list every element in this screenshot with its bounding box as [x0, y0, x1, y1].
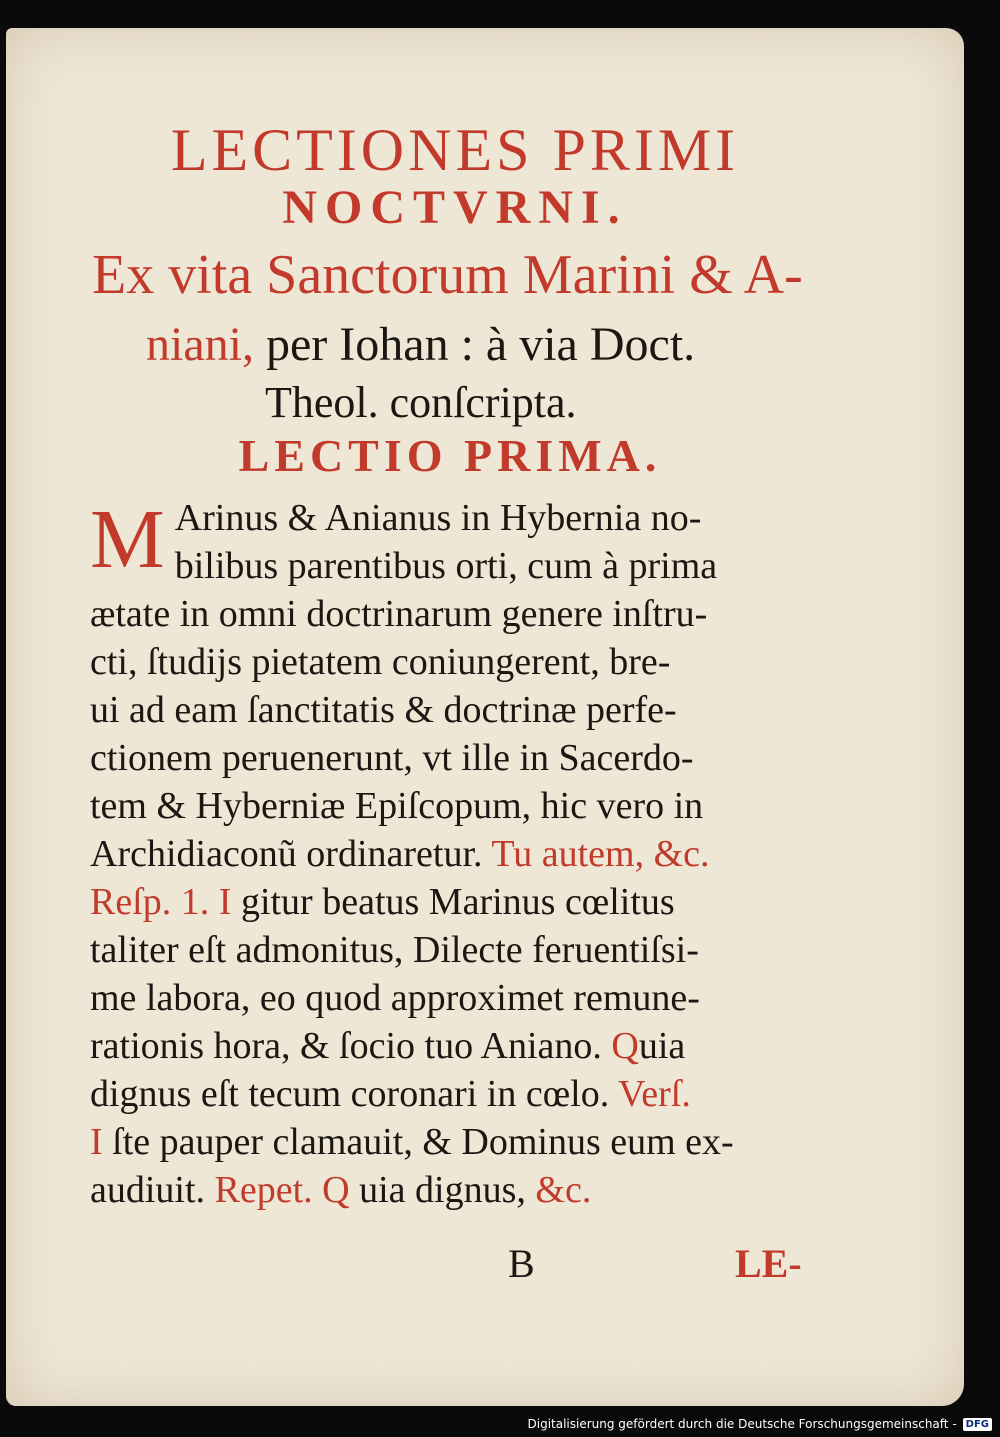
text-line: [90, 830, 825, 878]
text-line: ætate in omni doctrinarum genere inſtru-: [90, 593, 708, 635]
text-line: [90, 1070, 825, 1118]
text-line: taliter eſt admonitus, Dilecte feruentiſsi-: [90, 929, 699, 971]
subtitle-line-2: [146, 312, 695, 378]
dfg-logo: DFG: [963, 1418, 992, 1431]
rubric-initial: Q: [611, 1025, 639, 1067]
title-line-1: LECTIONES PRIMI: [170, 117, 740, 183]
text-black: uia: [638, 1025, 686, 1067]
text-line: [90, 1166, 825, 1214]
text-line: ui ad eam ſanctitatis & doctrinæ perfe-: [90, 689, 677, 731]
text-black: gitur beatus Marinus cœlitus: [231, 881, 675, 923]
title-line-2: NOCTVRNI.: [282, 181, 628, 234]
text-black: rationis hora, & ſocio tuo Aniano.: [90, 1025, 612, 1067]
rubric: Tu autem, &c.: [491, 833, 710, 875]
signature-mark: B: [508, 1241, 535, 1286]
text-black: dignus eſt tecum coronari in cœlo.: [90, 1073, 619, 1115]
rubric-repet: Repet. Q: [214, 1169, 350, 1211]
text-line: [90, 1022, 825, 1070]
text-black: audiuit.: [90, 1169, 215, 1211]
drop-cap: M: [90, 493, 165, 586]
footer-credit: [528, 1417, 993, 1431]
text-line: cti, ſtudijs pietatem coniungerent, bre-: [90, 641, 671, 683]
text-line: me labora, eo quod approximet remune-: [90, 977, 700, 1019]
subtitle-line-3: Theol. conſcripta.: [265, 378, 577, 427]
rubric-vers: Verſ.: [618, 1073, 691, 1115]
text-black: ſte pauper clamauit, & Dominus eum ex-: [102, 1121, 734, 1163]
text-line: [90, 878, 825, 926]
text-line: bilibus parentibus orti, cum à prima: [174, 545, 718, 587]
text-black: uia dignus,: [349, 1169, 536, 1211]
text-line: tem & Hyberniæ Epiſcopum, hic vero in: [90, 785, 704, 827]
rubric-initial: I: [90, 1121, 103, 1163]
text-line: [90, 1118, 825, 1166]
subtitle-line-2-black: per Iohan : à via Doct.: [253, 318, 696, 371]
lesson-text: [90, 494, 825, 1214]
subtitle-line-2-red: niani,: [146, 318, 254, 371]
text-black: Archidiaconũ ordinaretur.: [90, 833, 492, 875]
text-line: ctionem peruenerunt, vt ille in Sacerdo-: [90, 737, 694, 779]
rubric-etc: &c.: [535, 1169, 592, 1211]
rubric-resp: Reſp. 1. I: [90, 881, 232, 923]
lectio-title: LECTIO PRIMA.: [238, 430, 662, 481]
subtitle-line-1: Ex vita Sanctorum Marini & A-: [92, 244, 803, 306]
catchword: LE-: [735, 1241, 802, 1286]
text-line: Arinus & Anianus in Hybernia no-: [174, 497, 702, 539]
footer-text: Digitalisierung gefördert durch die Deutsche Forschungsgemeinschaft -: [527, 1417, 957, 1431]
